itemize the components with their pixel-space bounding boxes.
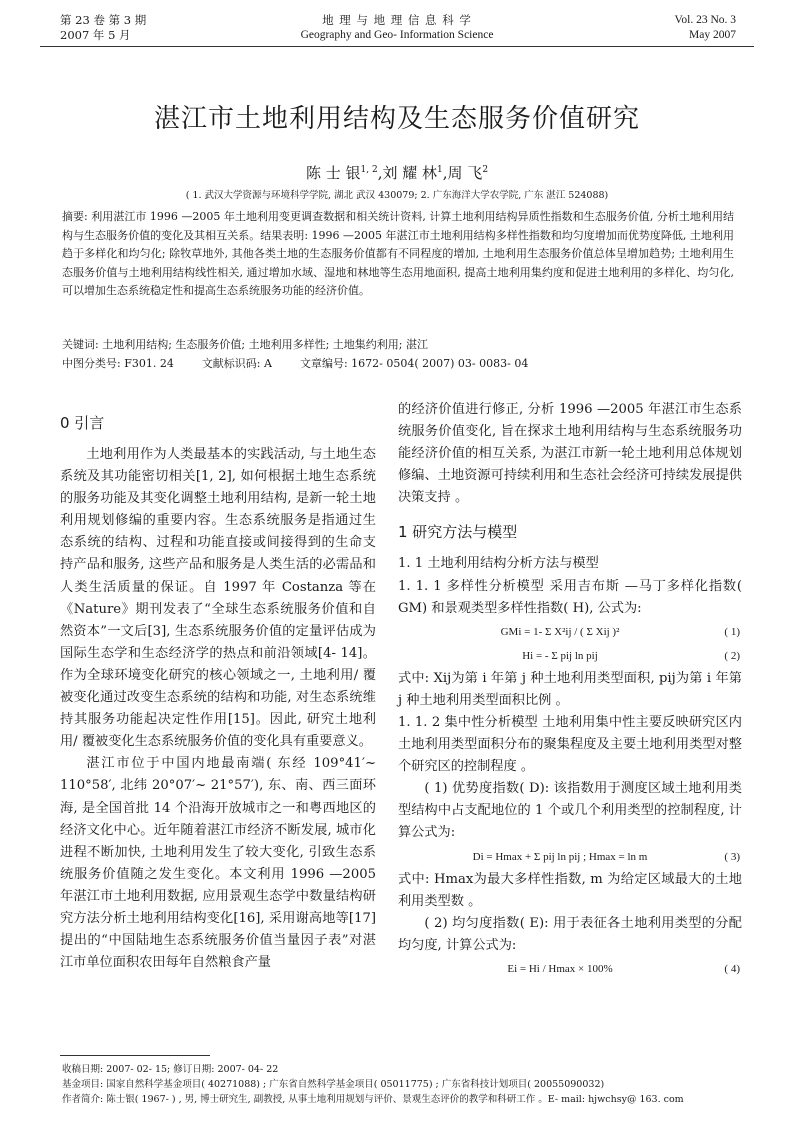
formula [398,957,742,981]
document-code: 文献标识码: A [201,357,272,370]
volume-issue: 第 23 卷 第 3 期 [60,13,147,27]
volume-issue-en: Vol. 23 No. 3 [674,14,736,26]
formula-number: ( 1) [724,625,740,638]
left-column [60,406,376,974]
abstract: 摘要: 利用湛江市 1996 —2005 年土地利用变更调查数据和相关统计资料, 计算土地利用结构异质性指数和生态服务价值, 分析土地利用结构与生态服务价值的变化及其相互关系。结果表明: 1996 —2005 年湛江市土地利用结构多样性指数和均匀度增加而优势度降低, 土地利用趋于多样化和均匀化; 除牧草地外, 其他各类土地的生态服务价值都有不同程度的增加, 土地利用生态服务价值总体呈增加趋势; 土地利用生态服务价值与土地利用结构线性相关, 通过增加水域、湿地和林地等生态用地面积, 提高土地利用集约度和促进土地利用的多样化、均匀化, 可以增加生态系统稳定性和提高生态系统服务功能的经济价值。 [62,210,734,297]
paragraph: 的经济价值进行修正, 分析 1996 —2005 年湛江市生态系统服务价值变化, 旨在探求土地利用结构与生态系统服务功能经济价值的相互关系, 为湛江市新一轮土地利用总体规划修编、土地资源可持续利用和生态社会经济可持续发展提供决策支持 。 [398,402,742,506]
journal-name-cn: 地 理 与 地 理 信 息 科 学 [322,13,472,27]
formula-number: ( 2) [724,649,740,662]
affiliations: ( 1. 武汉大学资源与环境科学学院, 湖北 武汉 430079; 2. 广东海洋大学农学院, 广东 湛江 524088) [185,190,609,201]
paragraph: 1. 1. 1 多样性分析模型 采用吉布斯 —马丁多样化指数( GM) 和景观类型多样性指数( H), 公式为: [398,578,742,616]
footnote-funding: 基金项目: 国家自然科学基金项目( 40271088) ; 广东省自然科学基金项目( 05011775) ; 广东省科技计划项目( 20055090032) [62,1079,605,1090]
author-affil-mark: 1, 2 [360,165,378,175]
article-number: 文章编号: 1672- 0504( 2007) 03- 0083- 04 [299,357,529,370]
classification-line [62,355,734,371]
author-name: 陈 士 银 [305,164,361,182]
paragraph: 土地利用作为人类最基本的实践活动, 与土地生态系统及其功能密切相关[1, 2], 如何根据土地生态系统的服务功能及其变化调整土地利用结构, 是新一轮土地利用规划修编的重要内容。生态系统服务是指通过生态系统的结构、过程和功能直接或间接得到的生命支持产品和服务, 这些产品和服务是人类生活的必需品和人类生活质量的保证。自 1997 年 Costanza 等在《Nature》期刊发表了“全球生态系统服务价值和自然资本”一文后[3], 生态系统服务价值的定量评估成为国际生态学和生态经济学的热点和前沿领域[4- 14]。作为全球环境变化研究的核心领域之一, 土地利用/ 覆被变化通过改变生态系统的结构和功能, 对生态系统维持其服务功能起决定性作用[15]。因此, 研究土地利用/ 覆被变化生态系统服务价值的变化具有重要意义。 [60,447,376,750]
formula [398,620,742,644]
paragraph: ( 2) 均匀度指数( E): 用于表征各土地利用类型的分配均匀度, 计算公式为: [398,915,742,953]
paragraph: ( 1) 优势度指数( D): 该指数用于测度区域土地利用类型结构中占支配地位的 1 个或几个利用类型的控制程度, 计算公式为: [398,781,742,841]
author-list: 陈 士 银$^{1, 2}$,刘 耀 林$^1$,周 飞$^2$ [305,164,489,182]
formula-expression: Hi = - Σ pij ln pij [522,649,598,662]
author-name: 刘 耀 林 [382,164,438,182]
author-affil-mark: 1 [437,165,443,175]
paragraph: 式中: Xij为第 i 年第 j 种土地利用类型面积, pij为第 i 年第 j 种土地利用类型面积比例 。 [398,670,742,708]
author-name: 周 飞 [447,164,483,182]
publish-date: 2007 年 5 月 [60,28,131,42]
footnote-rule [60,1055,210,1056]
formula-expression: Ei = Hi / Hmax × 100% [507,962,613,975]
formula-expression: GMi = 1- Σ X²ij / ( Σ Xij )² [500,625,620,638]
paragraph: 1. 1. 2 集中性分析模型 土地利用集中性主要反映研究区内土地利用类型面积分布的聚集程度及主要土地利用类型对整个研究区的控制程度 。 [398,714,742,775]
author-affil-mark: 2 [482,165,489,175]
formula [398,845,742,869]
publish-date-en: May 2007 [689,29,736,41]
paragraph: 式中: Hmax为最大多样性指数, m 为给定区域最大的土地利用类型数 。 [398,871,742,909]
footnote-dates: 收稿日期: 2007- 02- 15; 修订日期: 2007- 04- 22 [62,1064,279,1075]
footnote-author-bio: 作者简介: 陈士银( 1967- ) , 男, 博士研究生, 副教授, 从事土地利用规划与评价、景观生态评价的教学和科研工作 。E- mail: hjwchsy@ 163. com [62,1094,684,1105]
article-title: 湛江市土地利用结构及生态服务价值研究 [153,104,640,134]
class-number: 中图分类号: F301. 24 [62,357,174,370]
formula [398,644,742,668]
journal-name-en: Geography and Geo- Information Science [300,29,494,41]
section-heading: 1 研究方法与模型 [398,523,518,542]
subsection-heading: 1. 1 土地利用结构分析方法与模型 [398,556,599,572]
journal-volume-en [576,13,736,43]
section-heading: 0 引言 [60,414,105,432]
header-rule [40,46,754,47]
formula-expression: Di = Hmax + Σ pij ln pij ; Hmax = ln m [472,850,648,863]
right-column [398,399,742,981]
paragraph: 湛江市位于中国内地最南端( 东经 109°41′~ 110°58′, 北纬 20°07′~ 21°57′), 东、南、西三面环海, 是全国首批 14 个沿海开放城市之一和粤西地区的经济文化中心。近年随着湛江市经济不断发展, 城市化进程不断加快, 土地利用发生了较大变化, 引致生态系统服务价值随之发生变化。本文利用 1996 —2005 年湛江市土地利用数据, 应用景观生态学中数量结构研究方法分析土地利用结构变化[16], 采用谢高地等[17]提出的“中国陆地生态系统服务价值当量因子表”对湛江市单位面积农田每年自然粮食产量 [60,756,376,971]
formula-number: ( 4) [724,962,740,975]
keywords: 关键词: 土地利用结构; 生态服务价值; 土地利用多样性; 土地集约利用; 湛江 [62,338,429,351]
formula-number: ( 3) [724,850,740,863]
